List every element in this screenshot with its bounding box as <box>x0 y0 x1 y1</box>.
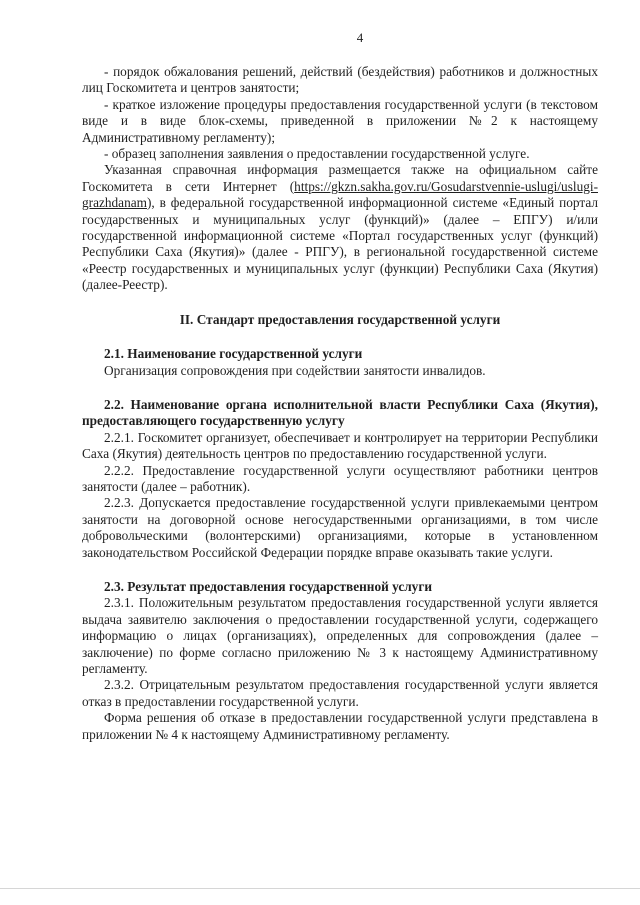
paragraph-2-2-2: 2.2.2. Предоставление государственной услуги осуществляют работники центров занятости (далее – работник). <box>82 462 598 494</box>
section-2-1-heading: 2.1. Наименование государственной услуги <box>104 346 363 362</box>
gkzn-website-link[interactable]: https://gkzn.sakha.gov.ru/Gosudarstvennie-uslugi/uslugi-grazhdanam <box>82 178 598 211</box>
section-2-title: II. Стандарт предоставления государственной услуги <box>179 311 501 327</box>
paragraph-2-3-1: 2.3.1. Положительным результатом предоставления государственной услуги является выдача заявителю заключения о предоставлении государственной услуги, содержащего информацию о лицах (организациях), определенных для сопровождения (далее – заключение) по форме согласно приложению № 3 к настоящему Административному регламенту. <box>82 595 598 676</box>
paragraph-2-3-2: 2.3.2. Отрицательным результатом предоставления государственной услуги является отказ в предоставлении государственной услуги. <box>82 677 598 709</box>
info-paragraph <box>82 162 598 293</box>
bullet-appeal: - порядок обжалования решений, действий (бездействия) работников и должностных лиц Госкомитета и центров занятости; <box>82 64 598 96</box>
paragraph-refusal-form: Форма решения об отказе в предоставлении государственной услуги представлена в приложении № 4 к настоящему Административному регламенту. <box>82 710 598 742</box>
info-text-after-link: ), в федеральной государственной информационной системе «Единый портал государственных и муниципальных услуг (функций)» (далее – ЕПГУ) и/или государственной информационной системе «Портал государственных услуг (функций) Республики Саха (Якутия)» (далее - РПГУ), в региональной государственной системе «Реестр государственных и муниципальных услуг (функции) Республики Саха (Якутия) (далее-Реестр). <box>82 195 598 293</box>
section-2-1-text: Организация сопровождения при содействии занятости инвалидов. <box>104 362 486 378</box>
paragraph-2-2-3: 2.2.3. Допускается предоставление государственной услуги привлекаемыми центром занятости на договорной основе негосударственными организациями, в том числе добровольческими (волонтерскими) организациями, которые в установленном законодательством Российской Федерации порядке вправе оказывать такие услуги. <box>82 495 598 560</box>
info-text-before-link: Указанная справочная информация размещается также на официальном сайте Госкомитета в сети Интернет ( <box>82 162 598 194</box>
page-number: 4 <box>356 30 364 45</box>
scan-edge-line <box>0 888 640 889</box>
bullet-sample: - образец заполнения заявления о предоставлении государственной услуге. <box>104 146 530 162</box>
bullet-procedure: - краткое изложение процедуры предоставления государственной услуги (в текстовом виде и в виде блок-схемы, приведенной в приложении №2 к настоящему Административному регламенту); <box>82 96 598 145</box>
paragraph-2-2-1: 2.2.1. Госкомитет организует, обеспечивает и контролирует на территории Республики Саха (Якутия) деятельность центров по предоставлению государственной услуги. <box>82 429 598 462</box>
section-2-2-heading: 2.2. Наименование органа исполнительной власти Республики Саха (Якутия), предоставляющего государственную услугу <box>82 396 598 429</box>
section-2-3-heading: 2.3. Результат предоставления государственной услуги <box>104 578 433 594</box>
